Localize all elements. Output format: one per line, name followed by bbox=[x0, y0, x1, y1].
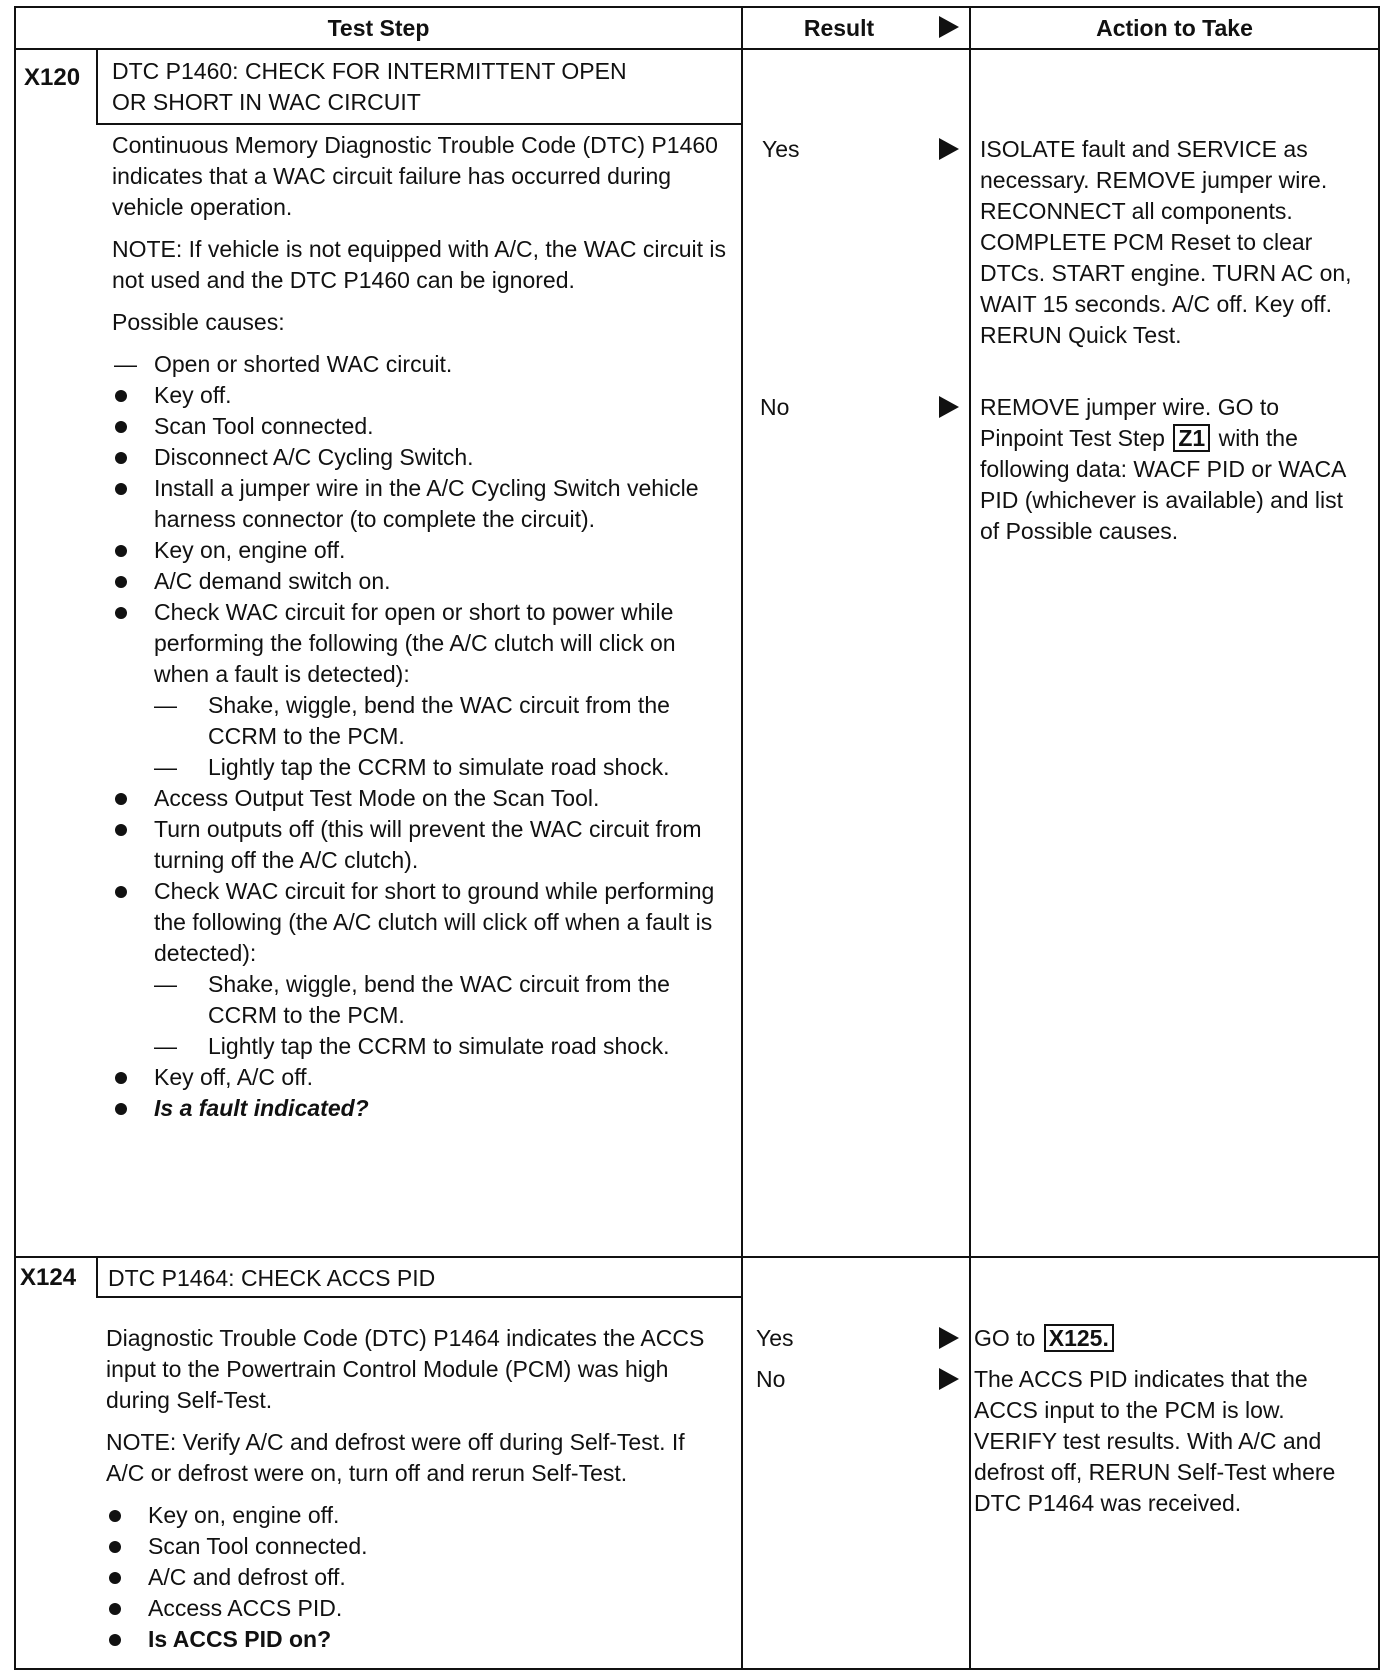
diagnostic-table bbox=[14, 6, 1380, 1670]
x120-step-id: X120 bbox=[24, 64, 81, 91]
step-z1-link[interactable]: Z1 bbox=[1173, 424, 1210, 452]
x120-action-no-text-1: REMOVE jumper wire. GO to Pinpoint Test Step bbox=[980, 394, 1280, 451]
x120-yes-arrow-icon bbox=[939, 138, 959, 160]
x120-item: A/C demand switch on. bbox=[112, 566, 732, 597]
x124-item: A/C and defrost off. bbox=[106, 1562, 726, 1593]
x120-sub-item: — Shake, wiggle, bend the WAC circuit from the CCRM to the PCM. bbox=[112, 690, 732, 752]
x120-body bbox=[112, 130, 732, 1124]
x120-action-no-text-2: with the following data: WACF PID or WACA PID (whichever is available) and list of Possible causes. bbox=[980, 425, 1346, 544]
x120-action-no bbox=[980, 392, 1362, 547]
x120-item: Turn outputs off (this will prevent the WAC circuit from turning off the A/C clutch). bbox=[112, 814, 732, 876]
x120-item: Disconnect A/C Cycling Switch. bbox=[112, 442, 732, 473]
x120-sub-item: — Lightly tap the CCRM to simulate road shock. bbox=[112, 752, 732, 783]
x124-question: Is ACCS PID on? bbox=[106, 1624, 726, 1655]
x120-item: Key off, A/C off. bbox=[112, 1062, 732, 1093]
x120-id-divider bbox=[96, 50, 98, 125]
x120-item: Scan Tool connected. bbox=[112, 411, 732, 442]
x120-sub-item: — Lightly tap the CCRM to simulate road shock. bbox=[112, 1031, 732, 1062]
x124-action-yes-text: GO to bbox=[974, 1325, 1036, 1351]
column-divider-1 bbox=[741, 6, 743, 1670]
x124-result-no: No bbox=[756, 1366, 786, 1392]
x120-no-arrow-icon bbox=[939, 396, 959, 418]
x124-action-yes bbox=[974, 1323, 1362, 1354]
x120-item: Check WAC circuit for short to ground while performing the following (the A/C clutch will click off when a fault is detected): bbox=[112, 876, 732, 969]
step-x125-link[interactable]: X125. bbox=[1044, 1324, 1114, 1352]
x120-item: Install a jumper wire in the A/C Cycling Switch vehicle harness connector (to complete the circuit). bbox=[112, 473, 732, 535]
x124-no-arrow-icon bbox=[939, 1368, 959, 1390]
x120-item: Key on, engine off. bbox=[112, 535, 732, 566]
x124-body bbox=[106, 1323, 726, 1655]
x120-result-no: No bbox=[760, 394, 790, 420]
x124-action-no: The ACCS PID indicates that the ACCS input to the PCM is low. VERIFY test results. With A/C and defrost off, RERUN Self-Test where DTC P1464 was received. bbox=[974, 1366, 1336, 1516]
x120-para-3: Possible causes: bbox=[112, 309, 285, 335]
frame-left bbox=[14, 6, 16, 1670]
x124-para-1: Diagnostic Trouble Code (DTC) P1464 indicates the ACCS input to the Powertrain Control Module (PCM) was high during Self-Test. bbox=[106, 1325, 705, 1413]
x120-step-title bbox=[112, 56, 732, 118]
x124-para-2: NOTE: Verify A/C and defrost were off during Self-Test. If A/C or defrost were on, turn off and rerun Self-Test. bbox=[106, 1429, 685, 1486]
x120-title-line1: DTC P1460: CHECK FOR INTERMITTENT OPEN bbox=[112, 58, 627, 84]
x124-item: Key on, engine off. bbox=[106, 1500, 726, 1531]
x124-step-title: DTC P1464: CHECK ACCS PID bbox=[108, 1265, 436, 1291]
x120-sub-item: — Shake, wiggle, bend the WAC circuit from the CCRM to the PCM. bbox=[112, 969, 732, 1031]
x120-question: Is a fault indicated? bbox=[112, 1093, 732, 1124]
x120-item: Access Output Test Mode on the Scan Tool. bbox=[112, 783, 732, 814]
x120-title-line2: OR SHORT IN WAC CIRCUIT bbox=[112, 89, 421, 115]
frame-right bbox=[1378, 6, 1380, 1670]
x120-title-underline bbox=[96, 123, 741, 125]
header-arrow-icon bbox=[939, 16, 959, 38]
x124-item: Scan Tool connected. bbox=[106, 1531, 726, 1562]
x120-result-yes: Yes bbox=[762, 136, 800, 162]
header-test-step: Test Step bbox=[327, 15, 430, 41]
x124-result-yes: Yes bbox=[756, 1325, 794, 1351]
x120-para-2: NOTE: If vehicle is not equipped with A/C, the WAC circuit is not used and the DTC P1460 can be ignored. bbox=[112, 236, 726, 293]
x120-item: — Open or shorted WAC circuit. bbox=[112, 349, 732, 380]
header-result: Result bbox=[803, 15, 875, 41]
x124-yes-arrow-icon bbox=[939, 1327, 959, 1349]
x124-id-divider bbox=[96, 1258, 98, 1298]
x120-item: Check WAC circuit for open or short to power while performing the following (the A/C clutch will click on when a fault is detected): bbox=[112, 597, 732, 690]
x124-title-underline bbox=[96, 1296, 741, 1298]
x120-item: Key off. bbox=[112, 380, 732, 411]
row-divider bbox=[14, 1256, 1380, 1258]
x124-step-id: X124 bbox=[20, 1264, 77, 1291]
header-action: Action to Take bbox=[1096, 15, 1253, 41]
x120-action-yes: ISOLATE fault and SERVICE as necessary. REMOVE jumper wire. RECONNECT all components. COMPLETE PCM Reset to clear DTCs. START engine. TURN AC on, WAIT 15 seconds. A/C off. Key off. RERUN Quick Test. bbox=[980, 136, 1352, 348]
x124-item: Access ACCS PID. bbox=[106, 1593, 726, 1624]
frame-bottom bbox=[14, 1668, 1380, 1670]
x120-para-1: Continuous Memory Diagnostic Trouble Code (DTC) P1460 indicates that a WAC circuit failure has occurred during vehicle operation. bbox=[112, 132, 718, 220]
x124-item-list bbox=[106, 1500, 726, 1655]
column-divider-2 bbox=[969, 6, 971, 1670]
x120-item-list bbox=[112, 349, 732, 1124]
